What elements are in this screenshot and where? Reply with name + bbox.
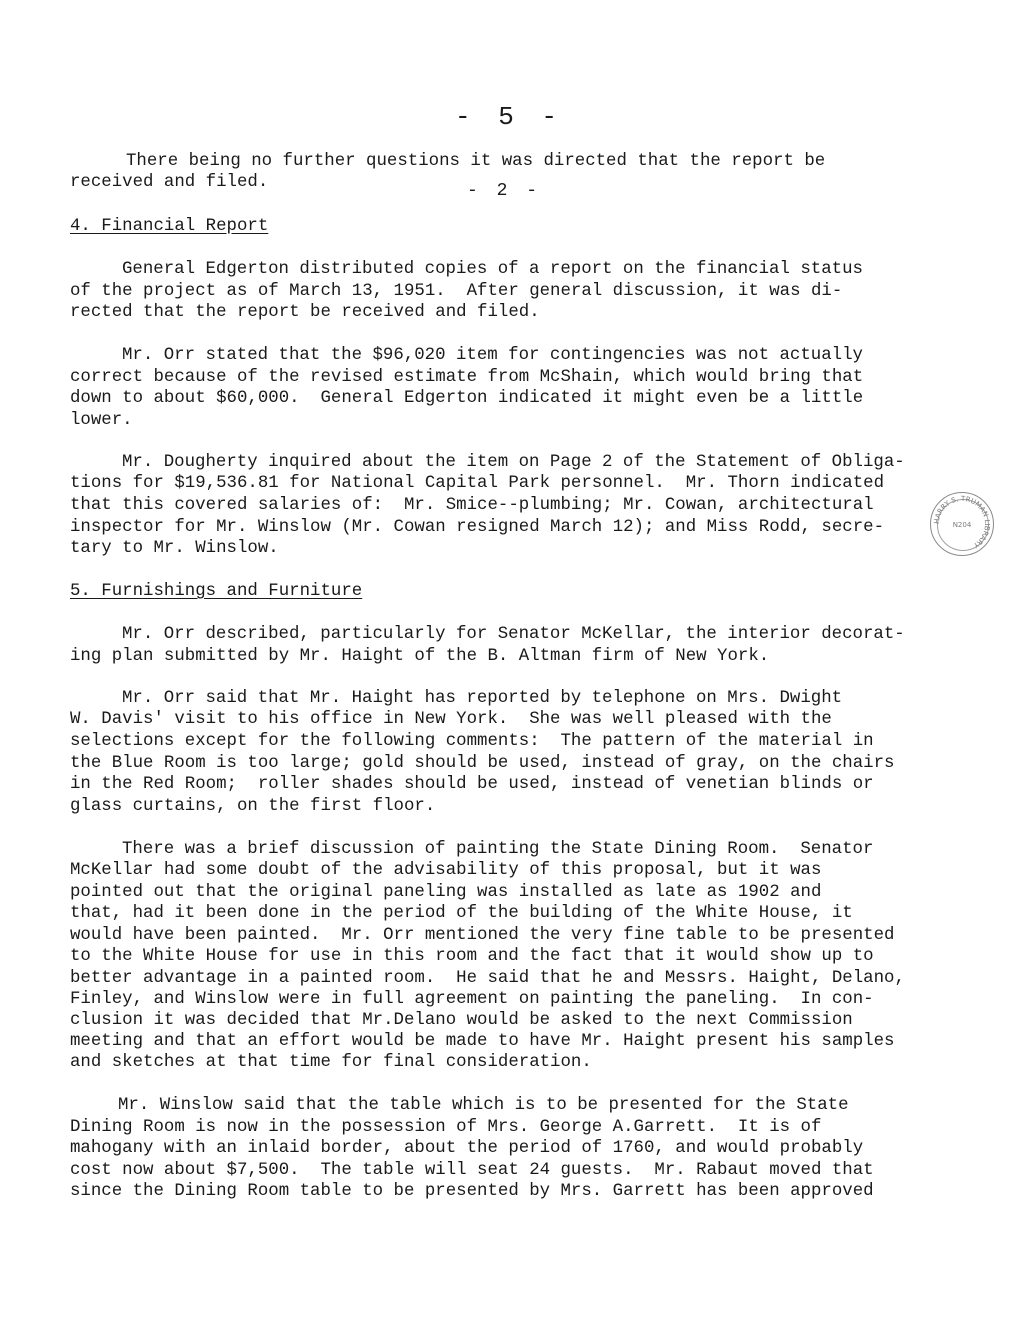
text-line: There was a brief discussion of painting the State Dining Room. Senator xyxy=(122,840,874,859)
text-line: Finley, and Winslow were in full agreement on painting the paneling. In con- xyxy=(70,990,874,1009)
text-line: Mr. Orr stated that the $96,020 item for contingencies was not actually xyxy=(122,346,863,365)
library-stamp-icon xyxy=(931,493,993,555)
text-line: selections except for the following comments: The pattern of the material in xyxy=(70,732,874,751)
text-line: that, had it been done in the period of the building of the White House, it xyxy=(70,904,853,923)
library-stamp-number: N204 xyxy=(952,521,972,529)
text-line: and sketches at that time for final consideration. xyxy=(70,1053,592,1072)
text-line: since the Dining Room table to be presented by Mrs. Garrett has been approved xyxy=(70,1182,874,1201)
text-line: Mr. Orr said that Mr. Haight has reported by telephone on Mrs. Dwight xyxy=(122,689,843,708)
text-line: better advantage in a painted room. He said that he and Messrs. Haight, Delano, xyxy=(70,969,905,988)
text-line: McKellar had some doubt of the advisability of this proposal, but it was xyxy=(70,861,822,880)
text-line: Mr. Dougherty inquired about the item on Page 2 of the Statement of Obliga- xyxy=(122,453,905,472)
text-line: mahogany with an inlaid border, about the period of 1760, and would probably xyxy=(70,1139,864,1158)
text-line: that this covered salaries of: Mr. Smice--plumbing; Mr. Cowan, architectural xyxy=(70,496,874,515)
section-heading-financial-report: 4. Financial Report xyxy=(70,217,269,236)
text-line: glass curtains, on the first floor. xyxy=(70,797,436,816)
carbon-page-number: - 2 - xyxy=(467,181,542,201)
library-stamp-text: HARRY S. TRUMAN LIBRARY xyxy=(932,494,992,550)
text-line: Mr. Winslow said that the table which is to be presented for the State xyxy=(118,1096,849,1115)
page-number: - 5 - xyxy=(455,102,564,132)
text-line: General Edgerton distributed copies of a report on the financial status xyxy=(122,260,863,279)
text-line: in the Red Room; roller shades should be used, instead of venetian blinds or xyxy=(70,775,874,794)
text-line: rected that the report be received and filed. xyxy=(70,303,540,322)
text-line: correct because of the revised estimate from McShain, which would bring that xyxy=(70,368,864,387)
text-line: tary to Mr. Winslow. xyxy=(70,539,279,558)
text-line: meeting and that an effort would be made to have Mr. Haight present his samples xyxy=(70,1032,895,1051)
text-line: tions for $19,536.81 for National Capital Park personnel. Mr. Thorn indicated xyxy=(70,474,885,493)
text-line: down to about $60,000. General Edgerton indicated it might even be a little xyxy=(70,389,864,408)
section-heading-furnishings: 5. Furnishings and Furniture xyxy=(70,582,363,601)
text-line: received and filed. xyxy=(70,173,269,192)
text-line: There being no further questions it was directed that the report be xyxy=(126,152,826,171)
text-line: Mr. Orr described, particularly for Senator McKellar, the interior decorat- xyxy=(122,625,905,644)
text-line: would have been painted. Mr. Orr mentioned the very fine table to be presented xyxy=(70,926,895,945)
text-line: clusion it was decided that Mr.Delano would be asked to the next Commission xyxy=(70,1011,853,1030)
text-line: pointed out that the original paneling was installed as late as 1902 and xyxy=(70,883,822,902)
text-line: ing plan submitted by Mr. Haight of the B. Altman firm of New York. xyxy=(70,647,770,666)
text-line: Dining Room is now in the possession of Mrs. George A.Garrett. It is of xyxy=(70,1118,822,1137)
text-line: the Blue Room is too large; gold should be used, instead of gray, on the chairs xyxy=(70,754,895,773)
library-stamp xyxy=(930,492,994,556)
text-line: lower. xyxy=(70,411,133,430)
text-line: W. Davis' visit to his office in New York. She was well pleased with the xyxy=(70,710,832,729)
text-line: of the project as of March 13, 1951. After general discussion, it was di- xyxy=(70,282,843,301)
text-line: to the White House for use in this room and the fact that it would show up to xyxy=(70,947,874,966)
text-line: inspector for Mr. Winslow (Mr. Cowan resigned March 12); and Miss Rodd, secre- xyxy=(70,518,885,537)
text-line: cost now about $7,500. The table will seat 24 guests. Mr. Rabaut moved that xyxy=(70,1161,874,1180)
